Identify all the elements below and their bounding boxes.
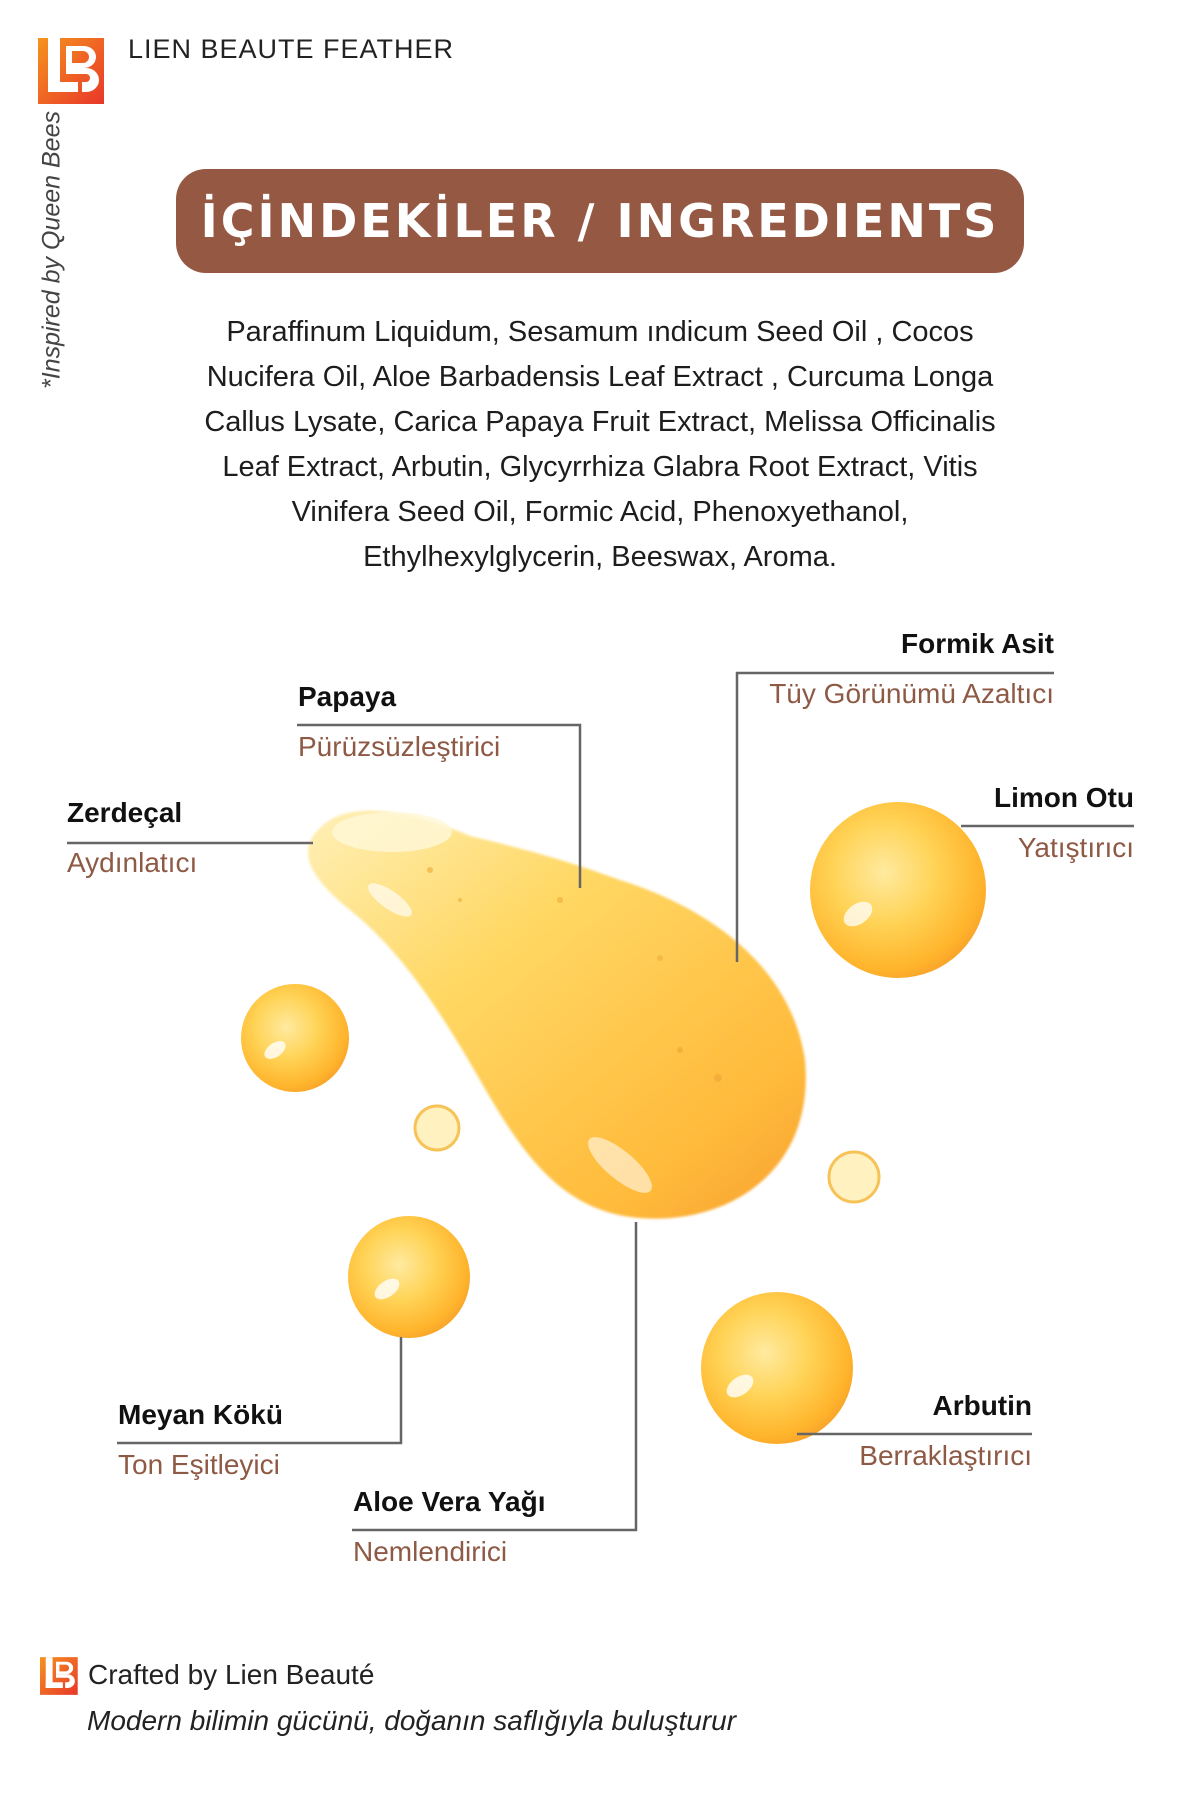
callout-name: Limon Otu <box>994 782 1134 813</box>
ingredients-line: Nucifera Oil, Aloe Barbadensis Leaf Extract , Curcuma Longa <box>206 361 994 393</box>
brand-name: LIEN BEAUTE FEATHER <box>128 34 455 64</box>
callout-papaya <box>298 681 500 763</box>
callout-benefit: Ton Eşitleyici <box>118 1449 280 1480</box>
callout-name: Zerdeçal <box>67 797 183 828</box>
main-oil-drop <box>308 811 806 1219</box>
ingredients-line: Paraffinum Liquidum, Sesamum ındicum Seed Oil , Cocos <box>226 316 974 348</box>
oil-drop <box>810 802 986 978</box>
callout-benefit: Aydınlatıcı <box>67 847 198 878</box>
footer-slogan: Modern bilimin gücünü, doğanın saflığıyla buluşturur <box>87 1705 737 1736</box>
callout-zerdecal <box>67 797 197 879</box>
ingredients-line: Leaf Extract, Arbutin, Glycyrrhiza Glabra Root Extract, Vitis <box>222 451 978 483</box>
callout-arbutin <box>859 1390 1032 1472</box>
oil-drop <box>701 1292 853 1444</box>
ingredients-line: Callus Lysate, Carica Papaya Fruit Extract, Melissa Officinalis <box>204 406 996 438</box>
banner-title: İÇİNDEKİLER / INGREDIENTS <box>200 194 1000 248</box>
callout-benefit: Yatıştırıcı <box>1017 832 1134 863</box>
callout-benefit: Nemlendirici <box>353 1536 508 1567</box>
callout-name: Formik Asit <box>901 628 1054 659</box>
callout-name: Papaya <box>298 681 397 712</box>
callout-aloe-vera <box>353 1486 546 1568</box>
callout-name: Aloe Vera Yağı <box>353 1486 546 1517</box>
oil-drop <box>241 984 349 1092</box>
callout-benefit: Tüy Görünümü Azaltıcı <box>769 678 1054 709</box>
oil-drop <box>348 1216 470 1338</box>
footer-logo <box>40 1656 80 1696</box>
callout-formik-asit <box>769 628 1054 710</box>
inspired-tagline: *Inspired by Queen Bees <box>37 111 66 389</box>
callout-benefit: Berraklaştırıcı <box>859 1440 1032 1471</box>
callout-meyan-koku <box>118 1399 283 1481</box>
ingredients-line: Vinifera Seed Oil, Formic Acid, Phenoxyethanol, <box>291 496 909 528</box>
callout-name: Meyan Kökü <box>118 1399 283 1430</box>
callout-benefit: Pürüzsüzleştirici <box>298 731 501 762</box>
ingredients-line: Ethylhexylglycerin, Beeswax, Aroma. <box>363 541 837 573</box>
callout-name: Arbutin <box>932 1390 1032 1421</box>
footer-crafted: Crafted by Lien Beauté <box>88 1659 375 1690</box>
callout-limon-otu <box>994 782 1134 864</box>
